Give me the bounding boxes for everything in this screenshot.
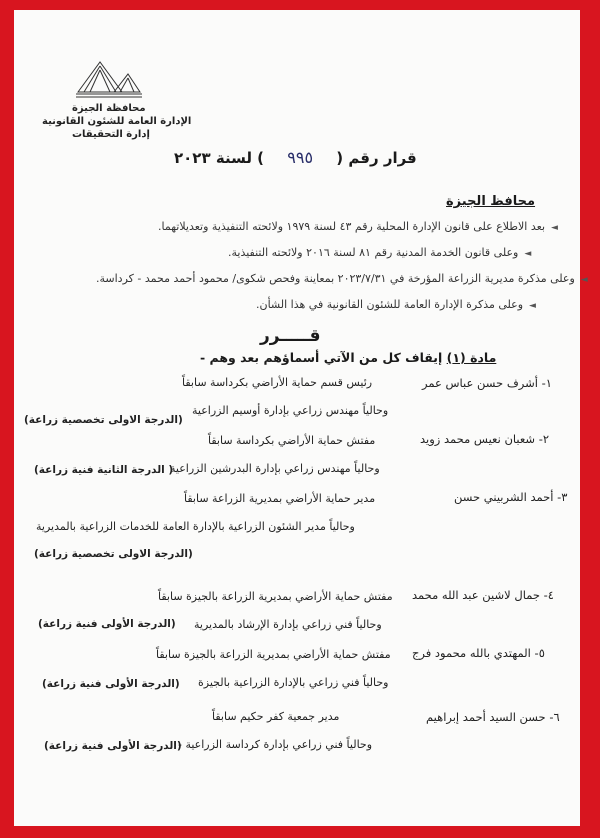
bullet-icon: ◄ [524, 249, 532, 259]
person-current-role: وحالياً مهندس زراعي بإدارة البدرشين الزراعية [170, 462, 380, 475]
person-grade: (الدرجة الاولى تخصصية زراعة) [34, 548, 193, 560]
bullet-icon: ◄ [551, 223, 558, 233]
article-label: مادة (١) [446, 350, 497, 365]
person-current-role: وحالياً مهندس زراعي بإدارة أوسيم الزراعية [192, 404, 389, 417]
sub-department-name: إدارة التحقيقات [72, 129, 150, 140]
department-name: الإدارة العامة للشئون القانونية [42, 116, 192, 127]
decision-number: ٩٩٥ [287, 148, 314, 167]
person-name: ٦- حسن السيد أحمد إبراهيم [426, 710, 560, 724]
person-previous-role: مدير حماية الأراضي بمديرية الزراعة سابقاً [184, 492, 376, 505]
person-current-role: وحالياً مدير الشئون الزراعية بالإدارة العامة للخدمات الزراعية بالمديرية [36, 520, 355, 533]
person-name: ٤- جمال لاشين عبد الله محمد [412, 588, 554, 602]
bullet-icon: ◄ [580, 275, 588, 285]
article-text: إيقاف كل من الآتي أسماؤهم بعد وهم - [200, 350, 443, 365]
person-current-role: وحالياً فني زراعي بإدارة كرداسة الزراعية - [178, 738, 373, 751]
person-name: ٣- أحمد الشربيني حسن [454, 490, 568, 504]
article-1 [200, 350, 496, 365]
preamble-line: ◄بعد الاطلاع على قانون الإدارة المحلية رقم ٤٣ لسنة ١٩٧٩ ولائحته التنفيذية وتعديلاتهما. [158, 220, 558, 233]
person-previous-role: مفتش حماية الأراضي بكرداسة سابقاً [208, 434, 376, 447]
bullet-icon: ◄ [529, 301, 536, 311]
governor-heading: محافظ الجيزة [446, 194, 536, 209]
person-grade: ( الدرجة الثانية فنية زراعة) [34, 464, 174, 476]
person-current-role: وحالياً فني زراعي بإدارة الإرشاد بالمديرية [194, 618, 382, 631]
person-grade: (الدرجة الأولى فنية زراعة) [44, 740, 182, 752]
decision-title [174, 148, 417, 167]
decision-prefix: قرار رقم ( [336, 149, 417, 167]
person-previous-role: مدير جمعية كفر حكيم سابقاً [212, 710, 340, 723]
person-name: ٥- المهتدي بالله محمود فرج [412, 646, 545, 660]
logo-caption: محافظة الجيزة [72, 103, 146, 114]
preamble-line: ◄وعلى مذكرة مديرية الزراعة المؤرخة في ٢٠٢٣/٧/٣١ بمعاينة وفحص شكوى/ محمود أحمد محمد - كرداسة. [96, 272, 588, 285]
person-name: ١- أشرف حسن عباس عمر [422, 376, 552, 390]
person-previous-role: مفتش حماية الأراضي بمديرية الزراعة بالجيزة سابقاً [158, 590, 393, 603]
document-page [14, 10, 588, 826]
person-grade: (الدرجة الأولى فنية زراعة) [42, 678, 180, 690]
person-previous-role: مفتش حماية الأراضي بمديرية الزراعة بالجيزة سابقاً [156, 648, 391, 661]
person-grade: (الدرجة الاولى تخصصية زراعة) [24, 414, 183, 426]
person-grade: (الدرجة الأولى فنية زراعة) [38, 618, 176, 630]
person-name: ٢- شعبان نعيس محمد زويد [420, 432, 550, 446]
pyramids-logo-icon [74, 52, 144, 102]
decides-heading: قـــــرر [260, 326, 321, 346]
decision-suffix: ) لسنة ٢٠٢٣ [174, 149, 265, 167]
preamble-line: ◄وعلى مذكرة الإدارة العامة للشئون القانونية في هذا الشأن. [256, 298, 536, 311]
person-previous-role: رئيس قسم حماية الأراضي بكرداسة سابقاً [182, 376, 373, 389]
person-current-role: وحالياً فني زراعي بالإدارة الزراعية بالجيزة [198, 676, 389, 689]
preamble-line: ◄وعلى قانون الخدمة المدنية رقم ٨١ لسنة ٢٠١٦ ولائحته التنفيذية. [228, 246, 532, 259]
